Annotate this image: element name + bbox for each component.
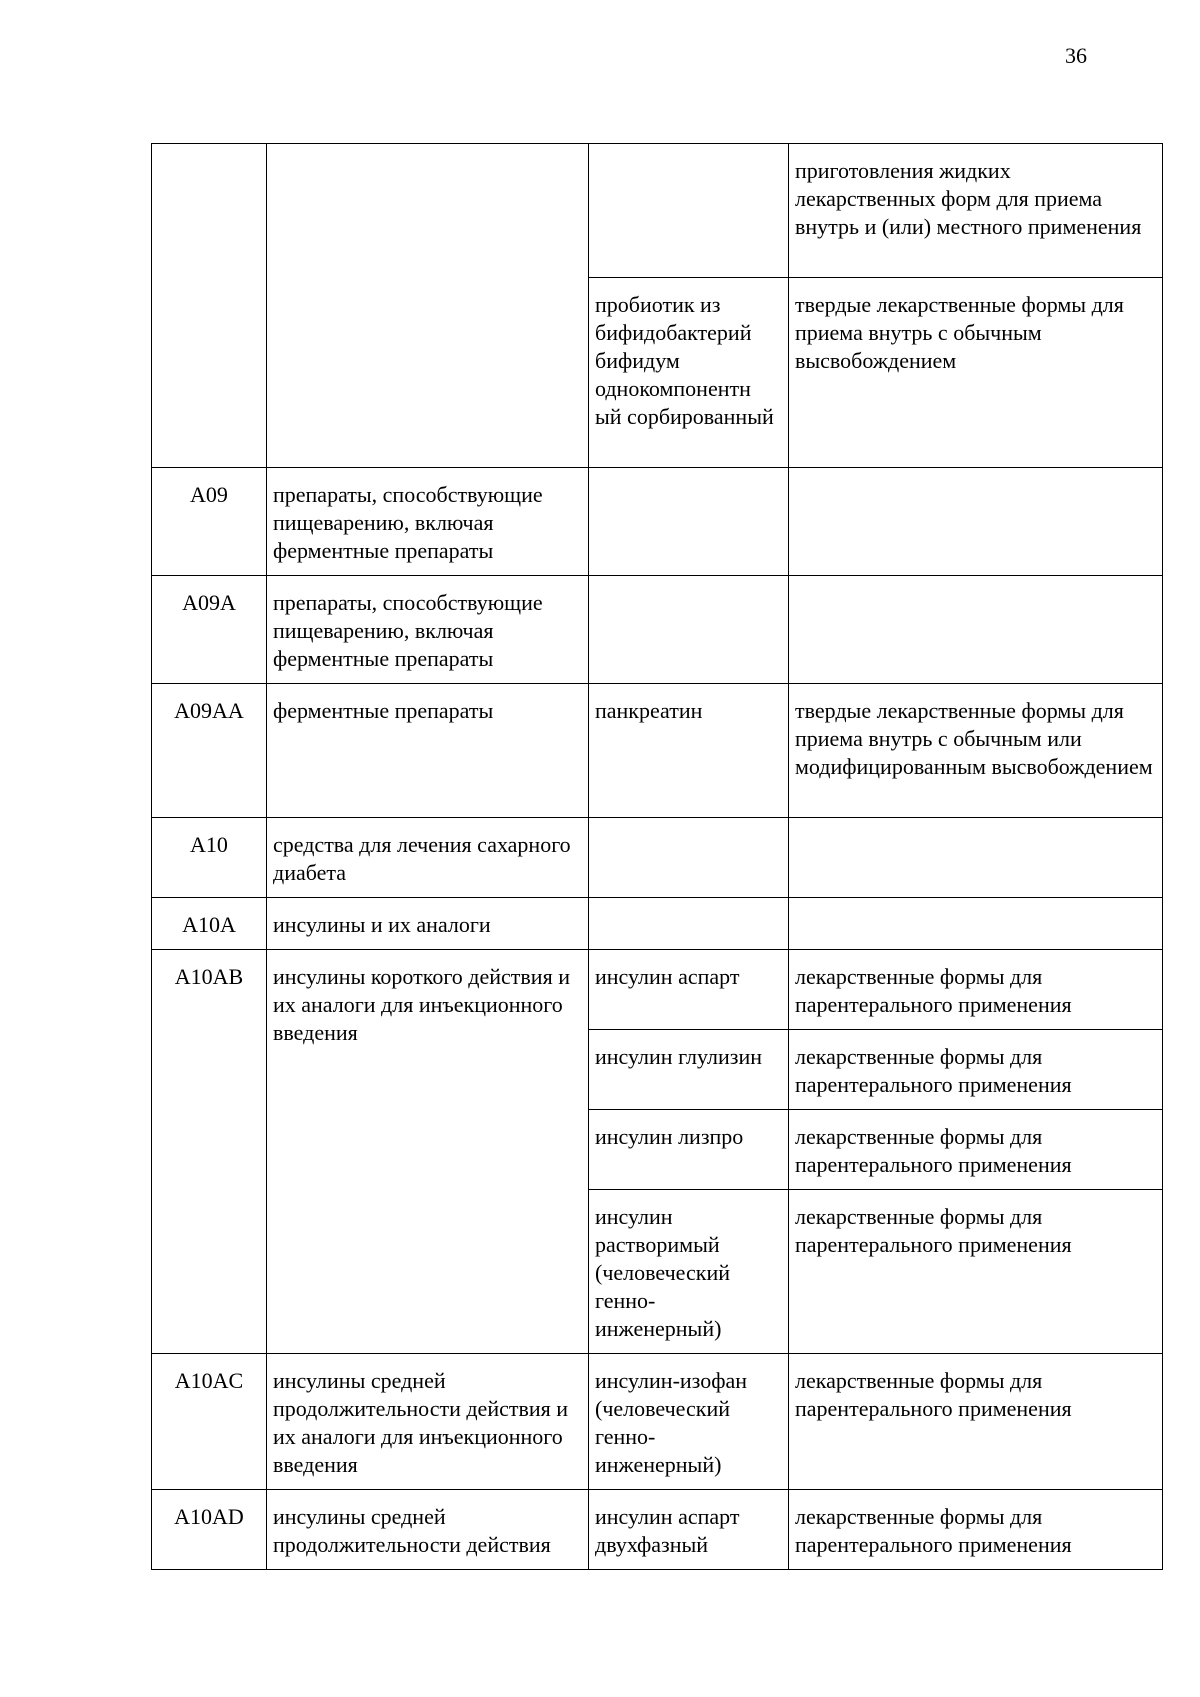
dosage-form-cell (789, 576, 1163, 684)
drug-name-cell (589, 576, 789, 684)
drug-name-cell: инсулин аспарт двухфазный (589, 1490, 789, 1570)
group-name-cell: инсулины короткого действия и их аналоги для инъекционного введения (267, 950, 589, 1354)
atc-code-cell: A10AD (152, 1490, 267, 1570)
drug-name-cell: инсулин-изофан (человеческий генно- инженерный) (589, 1354, 789, 1490)
drug-name-cell: инсулин глулизин (589, 1030, 789, 1110)
atc-code-cell: A10AB (152, 950, 267, 1354)
group-name-cell: инсулины средней продолжительности действия и их аналоги для инъекционного введения (267, 1354, 589, 1490)
dosage-form-cell: лекарственные формы для парентерального применения (789, 1490, 1163, 1570)
table-row (152, 576, 1163, 684)
drug-name-cell (589, 898, 789, 950)
group-name-cell (267, 144, 589, 468)
dosage-form-cell: лекарственные формы для парентерального применения (789, 1030, 1163, 1110)
drug-name-cell (589, 818, 789, 898)
table-row (152, 468, 1163, 576)
atc-code-cell: A09AA (152, 684, 267, 818)
group-name-cell: ферментные препараты (267, 684, 589, 818)
dosage-form-cell: лекарственные формы для парентерального применения (789, 1110, 1163, 1190)
table-row (152, 898, 1163, 950)
drug-name-cell (589, 144, 789, 278)
drug-table (151, 143, 1163, 1570)
group-name-cell: препараты, способствующие пищеварению, включая ферментные препараты (267, 576, 589, 684)
dosage-form-cell: лекарственные формы для парентерального применения (789, 1354, 1163, 1490)
page-number: 36 (1065, 43, 1087, 68)
dosage-form-cell: твердые лекарственные формы для приема внутрь с обычным высвобождением (789, 278, 1163, 468)
drug-name-cell: инсулин растворимый (человеческий генно- инженерный) (589, 1190, 789, 1354)
atc-code-cell: A09 (152, 468, 267, 576)
group-name-cell: инсулины средней продолжительности действия (267, 1490, 589, 1570)
group-name-cell: препараты, способствующие пищеварению, включая ферментные препараты (267, 468, 589, 576)
table-row (152, 818, 1163, 898)
drug-name-cell: панкреатин (589, 684, 789, 818)
atc-code-cell: A10A (152, 898, 267, 950)
drug-name-cell: пробиотик из бифидобактерий бифидум однокомпонентн ый сорбированный (589, 278, 789, 468)
dosage-form-cell: твердые лекарственные формы для приема внутрь с обычным или модифицированным высвобождением (789, 684, 1163, 818)
atc-code-cell: A10 (152, 818, 267, 898)
atc-code-cell: A09A (152, 576, 267, 684)
dosage-form-cell (789, 818, 1163, 898)
dosage-form-cell: лекарственные формы для парентерального применения (789, 1190, 1163, 1354)
atc-code-cell (152, 144, 267, 468)
dosage-form-cell: лекарственные формы для парентерального применения (789, 950, 1163, 1030)
table-row (152, 144, 1163, 278)
table-row (152, 684, 1163, 818)
atc-code-cell: A10AC (152, 1354, 267, 1490)
dosage-form-cell (789, 898, 1163, 950)
table-row (152, 1354, 1163, 1490)
dosage-form-cell: приготовления жидких лекарственных форм для приема внутрь и (или) местного применения (789, 144, 1163, 278)
group-name-cell: инсулины и их аналоги (267, 898, 589, 950)
dosage-form-cell (789, 468, 1163, 576)
drug-name-cell: инсулин лизпро (589, 1110, 789, 1190)
table-row (152, 1490, 1163, 1570)
drug-name-cell (589, 468, 789, 576)
group-name-cell: средства для лечения сахарного диабета (267, 818, 589, 898)
table-row (152, 950, 1163, 1030)
drug-name-cell: инсулин аспарт (589, 950, 789, 1030)
